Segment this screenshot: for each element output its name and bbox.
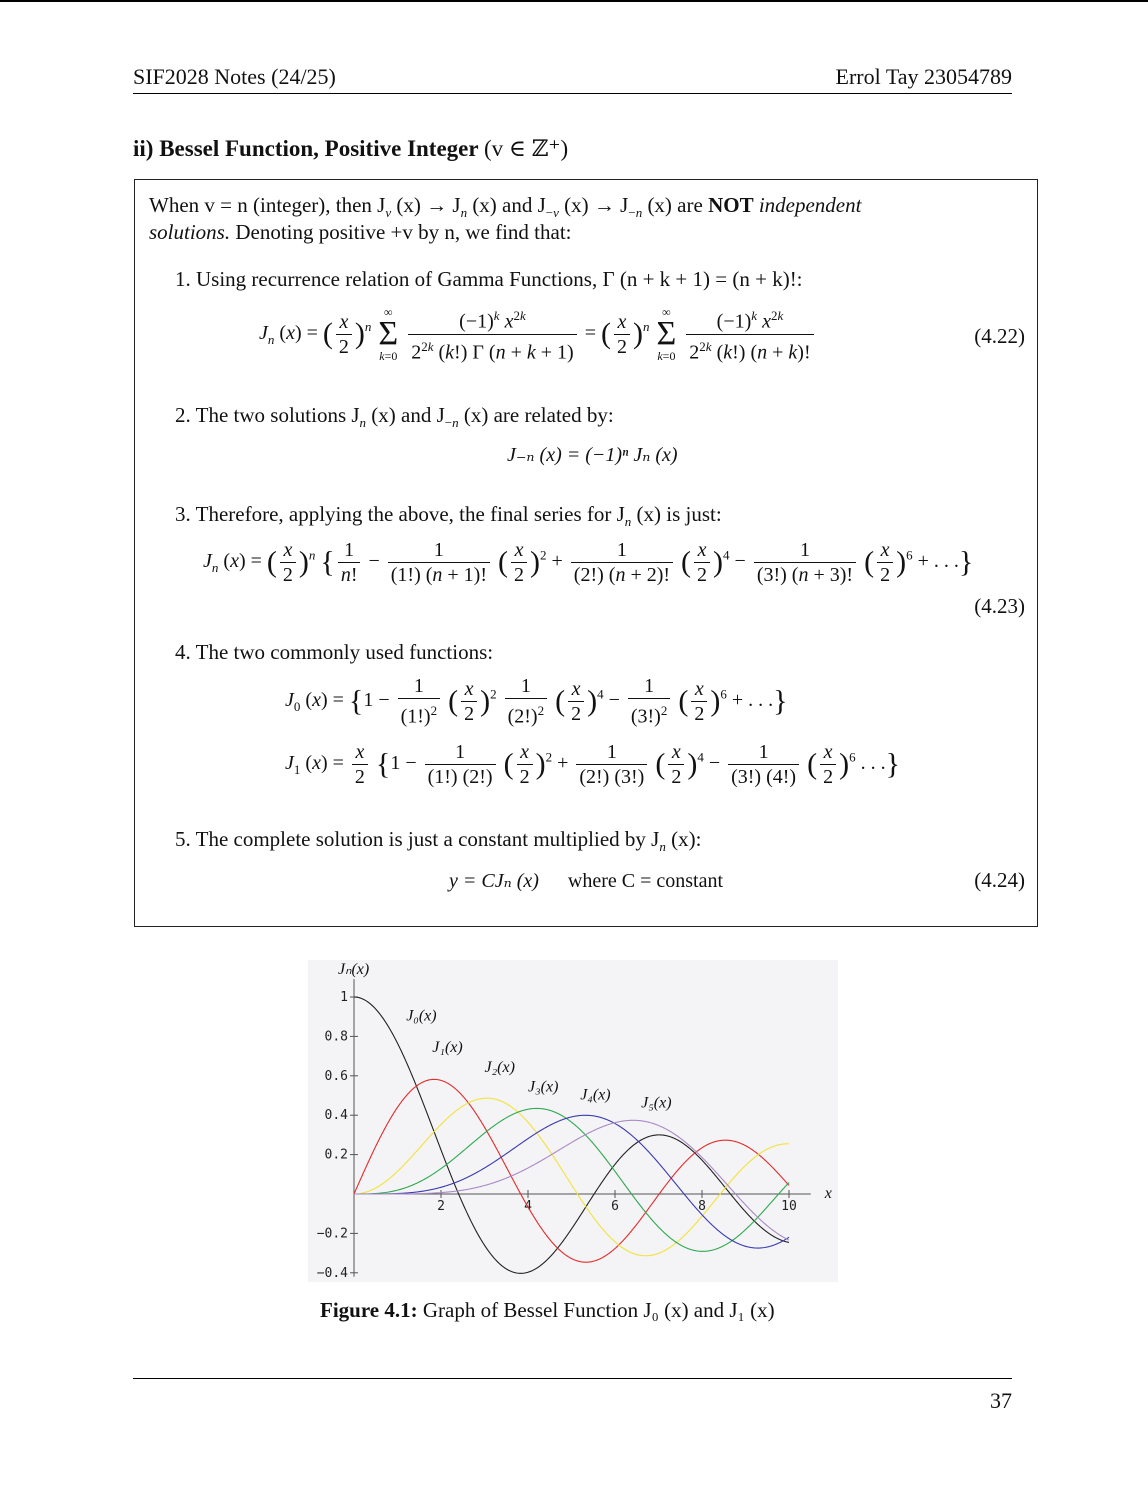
y-axis-label: Jₙ(x) [338, 961, 370, 978]
x-tick-label: 4 [524, 1199, 532, 1214]
curve-label: J₃(x) [528, 1078, 559, 1096]
page-number: 37 [990, 1388, 1012, 1413]
figure-caption: Figure 4.1: Graph of Bessel Function J₀ (x) and J₁ (x) [320, 1298, 775, 1322]
item-2: 2. The two solutions $J_n$ (x) and $J_{-n}$ (x) are related by: [175, 403, 614, 431]
curve-label: J₀(x) [406, 1007, 437, 1025]
not-emphasis: NOT [708, 193, 754, 217]
x-axis-label: x [824, 1185, 832, 1202]
x-tick-label: 10 [781, 1199, 797, 1214]
chart-background [308, 960, 838, 1282]
y-tick-label: 1 [340, 990, 348, 1005]
solution-equation: y = CJₙ (x) where C = constant [449, 870, 724, 892]
x-tick-label: 8 [698, 1199, 706, 1214]
y-tick-label: −0.2 [316, 1226, 348, 1242]
theorem-box [134, 179, 1038, 927]
curve-label: J₁(x) [432, 1039, 463, 1057]
y-tick-label: −0.4 [316, 1265, 348, 1281]
section-condition: (v ∈ ℤ⁺) [483, 136, 569, 161]
page-header [133, 64, 1012, 94]
x-tick-label: 2 [437, 1199, 445, 1214]
curve-label: J₂(x) [484, 1058, 515, 1076]
y-tick-label: 0.6 [324, 1068, 348, 1084]
eq-label-4-24: (4.24) [974, 868, 1025, 892]
header-author: Errol Tay 23054789 [835, 64, 1012, 89]
curve-label: J₄(x) [580, 1086, 611, 1104]
bessel-chart-svg [308, 960, 838, 1282]
relation-equation: J₋ₙ (x) = (−1)ⁿ Jₙ (x) [507, 444, 678, 466]
bessel-chart [308, 960, 838, 1282]
eq-label-4-23: (4.23) [974, 594, 1025, 618]
equation-j1: $J_1$ (x) = $\frac{x}{2}$ {1 − $\frac{1}{(1!) (2!)}$ ( $\frac{x}{2}$ )$^2$ + $\frac{1}{(2!) (3!)}$ ( $\frac{x}{2}$ )$^4$ − $\frac{1}{(3!) (4!)}$ ( $\frac{x}{2}$ )$^6$ . . .} [285, 741, 900, 788]
intro-line-2: solutions. Denoting positive +v by n, we find that: [149, 220, 572, 244]
y-tick-label: 0.4 [324, 1108, 348, 1124]
footer-rule [133, 1378, 1012, 1379]
equation-4-22: $J_n$ (x) = ( $\frac{x}{2}$ )$^n$ ∞ Σ k=0 $\frac{(-1)^k x^{2k}}{2^{2k} (k!) \Gamma (n + k + 1)}$ = ( $\frac{x}{2}$ )$^n$ ∞ Σ k=0 $\frac{(-1)^k x^{2k}}{2^{2k} (k!) (n + k)!}$ [259, 304, 817, 364]
top-border [0, 0, 1148, 2]
header-rule [133, 93, 1012, 94]
item-1: 1. Using recurrence relation of Gamma Functions, Γ (n + k + 1) = (n + k)!: [175, 267, 803, 291]
y-tick-label: 0.2 [324, 1147, 348, 1163]
eq-label-4-22: (4.22) [974, 324, 1025, 348]
intro-line-1: When v = n (integer), then $J_v$ $(x) \to J_n$ (x) and $J_{-v}$ $(x) \to J_{-n}$ (x) are NOT independent [149, 193, 862, 221]
item-3: 3. Therefore, applying the above, the final series for $J_n$ (x) is just: [175, 502, 722, 530]
item-5: 5. The complete solution is just a constant multiplied by $J_n$ (x): [175, 827, 702, 855]
y-tick-label: 0.8 [324, 1029, 348, 1045]
header-course: SIF2028 Notes (24/25) [133, 64, 336, 89]
equation-j0: $J_0$ (x) = {1 − $\frac{1}{(1!)^2}$ ( $\frac{x}{2}$ )$^2$ $\frac{1}{(2!)^2}$ ( $\frac{x}{2}$ )$^4$ − $\frac{1}{(3!)^2}$ ( $\frac{x}{2}$ )$^6$ + . . .} [285, 675, 788, 728]
item-4: 4. The two commonly used functions: [175, 640, 494, 664]
section-title: ii) Bessel Function, Positive Integer (v ∈ ℤ⁺) [133, 136, 569, 161]
curve-label: J₅(x) [641, 1094, 672, 1112]
x-tick-label: 6 [611, 1199, 619, 1214]
equation-4-23: $J_n$ (x) = ( $\frac{x}{2}$ )$^n$ { $\frac{1}{n!}$ − $\frac{1}{(1!) (n + 1)!}$ ( $\frac{x}{2}$ )$^2$ + $\frac{1}{(2!) (n + 2)!}$ ( $\frac{x}{2}$ )$^4$ − $\frac{1}{(3!) (n + 3)!}$ ( $\frac{x}{2}$ )$^6$ + . . .} [203, 539, 974, 586]
